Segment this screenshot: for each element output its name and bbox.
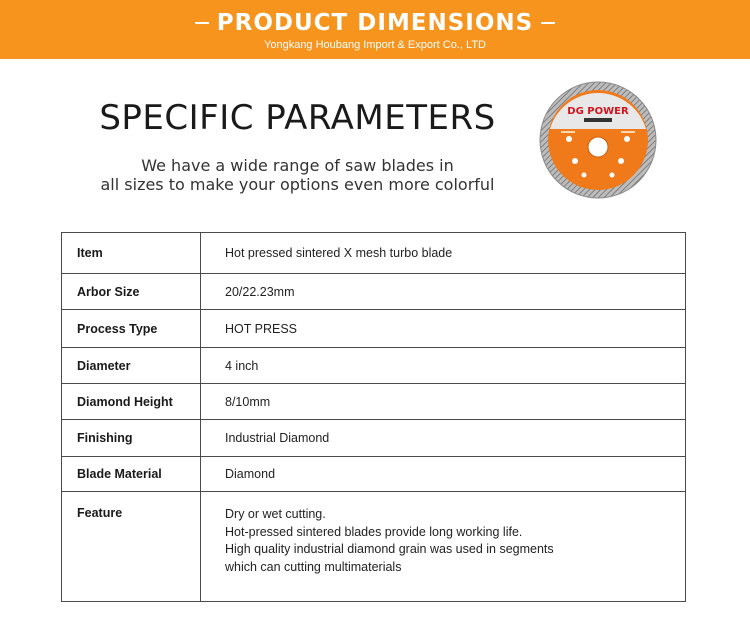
spec-value: 20/22.23mm	[201, 274, 686, 310]
feature-line: Dry or wet cutting.	[225, 507, 326, 521]
spec-label: Item	[62, 233, 201, 274]
table-row	[62, 348, 686, 384]
spec-label: Diamond Height	[62, 384, 201, 420]
feature-line: High quality industrial diamond grain was used in segments	[225, 542, 554, 556]
table-row-feature	[62, 492, 686, 602]
blade-brand-text: DG POWER	[567, 106, 629, 117]
spec-value: Industrial Diamond	[201, 420, 686, 457]
page-description	[60, 156, 535, 194]
table-row	[62, 310, 686, 348]
spec-value: 8/10mm	[201, 384, 686, 420]
company-name: Yongkang Houbang Import & Export Co., LTD	[264, 39, 486, 51]
spec-label: Arbor Size	[62, 274, 201, 310]
feature-value	[201, 492, 686, 602]
spec-table	[61, 232, 686, 602]
feature-line: Hot-pressed sintered blades provide long working life.	[225, 524, 523, 539]
banner-line-left	[195, 22, 209, 24]
table-row	[62, 274, 686, 310]
header-banner	[0, 0, 750, 59]
banner-line-right	[541, 22, 555, 24]
spec-label: Diameter	[62, 348, 201, 384]
spec-value: Hot pressed sintered X mesh turbo blade	[201, 233, 686, 274]
banner-title-row	[0, 8, 750, 38]
spec-label: Blade Material	[62, 457, 201, 492]
spec-value: Diamond	[201, 457, 686, 492]
page-title: SPECIFIC PARAMETERS	[99, 98, 496, 138]
table-row	[62, 233, 686, 274]
table-row	[62, 420, 686, 457]
description-line-1: We have a wide range of saw blades in	[141, 156, 454, 175]
spec-label: Feature	[62, 492, 201, 602]
saw-blade-icon	[539, 81, 657, 199]
banner-title: PRODUCT DIMENSIONS	[216, 10, 534, 36]
spec-value: 4 inch	[201, 348, 686, 384]
spec-label: Process Type	[62, 310, 201, 348]
description-line-2: all sizes to make your options even more colorful	[100, 175, 495, 194]
table-row	[62, 457, 686, 492]
spec-label: Finishing	[62, 420, 201, 457]
spec-value: HOT PRESS	[201, 310, 686, 348]
feature-line: which can cutting multimaterials	[225, 559, 402, 574]
table-row	[62, 384, 686, 420]
